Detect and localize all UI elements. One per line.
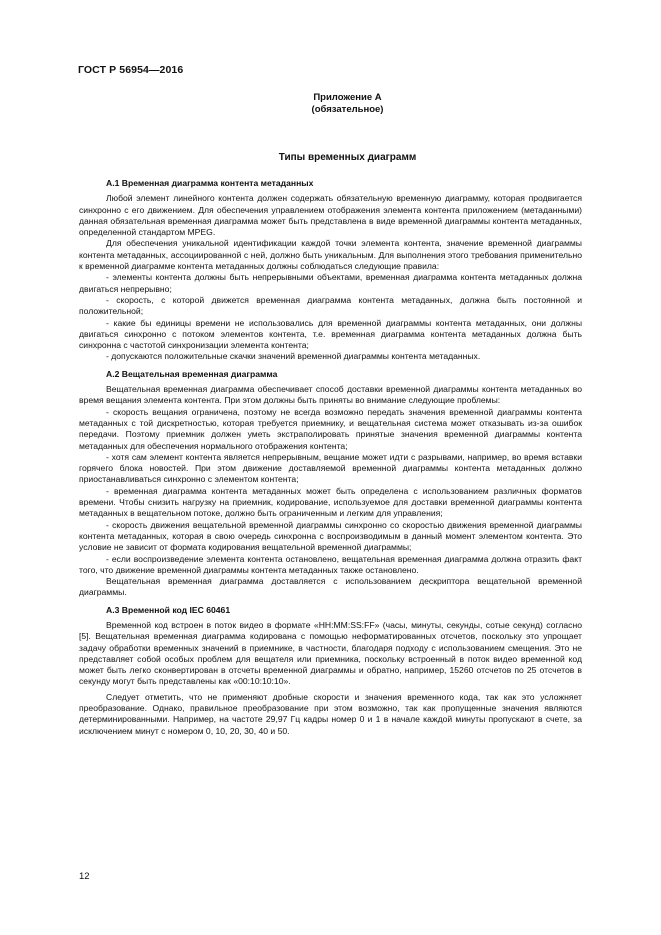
paragraph: Следует отметить, что не применяют дробные скорости и значения временного кода, так как это усложняет преобразование. Однако, правильное преобразование при этом возможно, так как пропущенные значения являются детерминированными. Например, на частоте 29,97 Гц кадры номер 0 и 1 в начале каждой минуты пропускают в счете, за исключением минут с номером 0, 10, 20, 30, 40 и 50.: [79, 691, 582, 736]
main-title: Типы временных диаграмм: [278, 152, 417, 163]
section-heading: А.3 Временной код IEC 60461: [106, 604, 231, 615]
list-item: - временная диаграмма контента метаданных может быть определена с использованием различных форматов времени. Чтобы снизить нагрузку на приемник, кодирование, используемое для доставки временной диаграммы контента метаданных в вещательном потоке, должно быть ограниченным и легким для управления;: [79, 485, 582, 519]
section-a1: [79, 178, 582, 363]
document-body: [79, 178, 582, 737]
paragraph: Любой элемент линейного контента должен содержать обязательную временную диаграмму, которая продвигается синхронно с его движением. Для обеспечения управлением отображения элемента контента приложением (метаданными) данная обязательная временная диаграмма может быть представлена в виде временной диаграммы контента метаданных, определенной стандартом MPEG.: [79, 193, 582, 238]
list-item: - скорость, с которой движется временная диаграмма контента метаданных, должна быть постоянной и положительной;: [79, 294, 582, 317]
list-item: - скорость вещания ограничена, поэтому не всегда возможно передать значения временной диаграммы контента метаданных с той дискретностью, которая требуется приемнику, и вещательная система может отказывать из-за ошибок передачи. Поэтому приемник должен уметь экстраполировать принятые значения временной диаграммы контента метаданных для обеспечения нормального отображения контента;: [79, 406, 582, 451]
list-item: - допускаются положительные скачки значений временной диаграммы контента метаданных.: [106, 351, 481, 362]
list-item: - скорость движения вещательной временной диаграммы синхронно со скоростью движения временной диаграммы контента метаданных, которая в свою очередь синхронна с воспроизводимым в данный момент элементом контента. Это условие не зависит от формата кодирования вещательной временной диаграммы;: [79, 519, 582, 553]
list-item: - хотя сам элемент контента является непрерывным, вещание может идти с разрывами, например, во время вставки горячего блока новостей. При этом движение доставляемой временной диаграммы контента метаданных должно приостанавливаться синхронно с элементом контента;: [79, 451, 582, 485]
appendix-status: (обязательное): [311, 104, 384, 115]
appendix-heading: [0, 92, 661, 116]
document-header: ГОСТ Р 56954—2016: [78, 64, 184, 76]
list-item: - если воспроизведение элемента контента остановлено, вещательная временная диаграмма должна отразить факт того, что движение временной диаграммы контента метаданных также остановлено.: [79, 553, 582, 575]
paragraph: Вещательная временная диаграмма обеспечивает способ доставки временной диаграммы контента метаданных во время вещания элемента контента. При этом должны быть приняты во внимание следующие проблемы:: [79, 384, 582, 406]
list-item: - элементы контента должны быть непрерывными объектами, временная диаграмма контента метаданных должна двигаться непрерывно;: [79, 272, 582, 294]
section-a3: [79, 605, 582, 737]
paragraph: Вещательная временная диаграмма доставляется с использованием дескриптора вещательной временной диаграммы.: [79, 576, 582, 598]
section-heading: А.1 Временная диаграмма контента метаданных: [106, 178, 314, 188]
paragraph: Временной код встроен в поток видео в формате «HH:MM:SS:FF» (часы, минуты, секунды, сотые секунд) согласно [5]. Вещательная временная диаграмма кодирована с помощью неформатированных отсчетов, поскольку это упрощает задачу обработки временных значений в приемнике, в частности, благодаря подходу с использованием смещения. Это не представляет собой особых проблем для вещателя или приемника, поскольку встроенный в поток видео временной код может быть легко сконвертирован в отсчеты временной диаграммы и обратно, например, 15260 отсчетов по 25 отсчетов в секунду могут быть представлены как «00:10:10:10».: [79, 619, 582, 687]
appendix-title: Приложение А: [313, 92, 382, 103]
paragraph: Для обеспечения уникальной идентификации каждой точки элемента контента, значение временной диаграммы контента метаданных, ассоциированной с ней, должно быть уникальным. Для выполнения этого требования применительно к временной диаграмме контента метаданных должны соблюдаться следующие правила:: [79, 238, 582, 272]
page-number: 12: [79, 871, 90, 882]
section-heading: А.2 Вещательная временная диаграмма: [106, 368, 278, 379]
section-a2: [79, 369, 582, 599]
list-item: - какие бы единицы времени не использовались для временной диаграммы контента метаданных, они должны двигаться синхронно с потоком элементов контента, т.е. временная диаграмма контента метаданных должна быть синхронна с частотой синхронизации элемента контента;: [79, 317, 582, 351]
